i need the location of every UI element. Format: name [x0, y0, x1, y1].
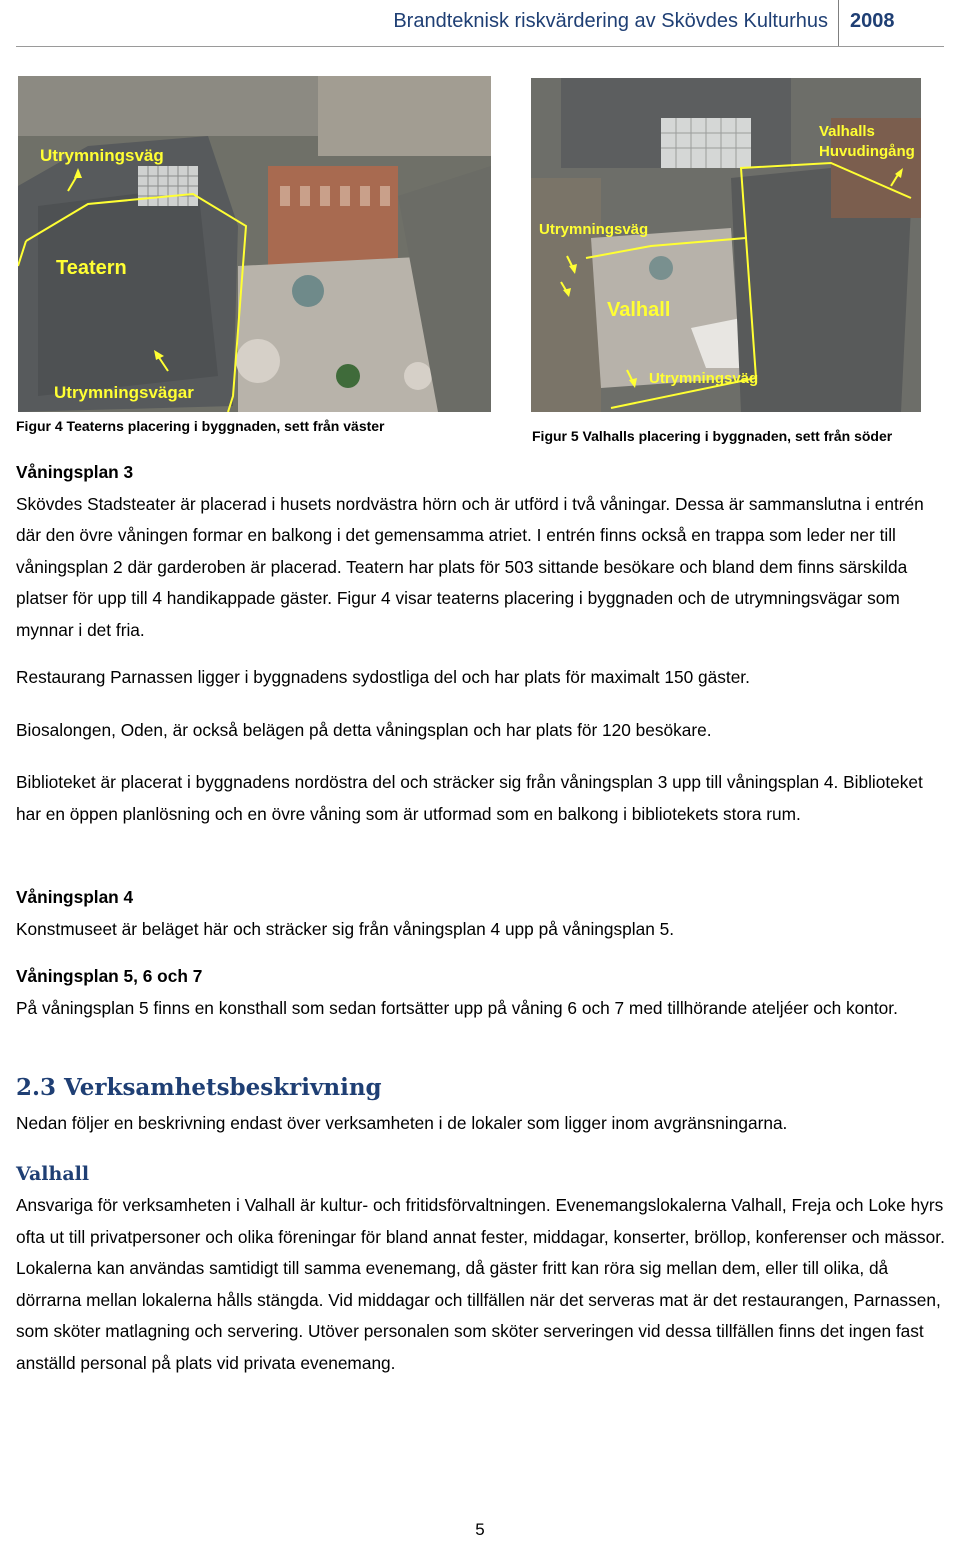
paragraph-konstmuseet: Konstmuseet är beläget här och sträcker sig från våningsplan 4 upp på våningsplan 5.: [16, 918, 675, 939]
paragraph-parnassen: Restaurang Parnassen ligger i byggnadens sydostliga del och har plats för maximalt 150 gäster.: [16, 667, 750, 687]
running-header-title: Brandteknisk riskvärdering av Skövdes Kulturhus: [393, 10, 828, 32]
label-teatern: Teatern: [56, 257, 127, 279]
label-utrymningsvag-top: Utrymningsväg: [40, 146, 164, 165]
heading-valhall: Valhall: [16, 1163, 90, 1185]
paragraph-biosalongen: Biosalongen, Oden, är också belägen på detta våningsplan och har plats för 120 besökare.: [16, 720, 712, 740]
figure-4-aerial-photo: [18, 76, 491, 412]
header-separator: [838, 0, 839, 46]
heading-vaningsplan-567: Våningsplan 5, 6 och 7: [16, 966, 203, 986]
paragraph-nedan-foljer: Nedan följer en beskrivning endast över verksamheten i de lokaler som ligger inom avgränsningarna.: [16, 1113, 788, 1133]
heading-vaningsplan-3: Våningsplan 3: [16, 462, 134, 482]
figure-4-caption: Figur 4 Teaterns placering i byggnaden, sett från väster: [16, 418, 385, 434]
running-header-year: 2008: [850, 10, 895, 32]
section-vaningsplan-3: [16, 457, 946, 646]
paragraph-stadsteater: Skövdes Stadsteater är placerad i husets nordvästra hörn och är utförd i två våningar. Dessa är sammanslutna i entrén där den övre våningen formar en balkong i det gemensamma atriet. I entrén finns också en trappa som leder ner till våningsplan 2 där garderoben är placerad. Teatern har plats för 503 sittande besökare och bland dem finns särskilda platser för upp till 4 handikappade gäster. Figur 4 visar teaterns placering i byggnaden och de utrymningsvägar som mynnar i det fria.: [16, 493, 924, 640]
paragraph-konsthall: På våningsplan 5 finns en konsthall som sedan fortsätter upp på våning 6 och 7 med tillhörande ateljéer och kontor.: [16, 997, 898, 1018]
paragraph-valhall: Ansvariga för verksamheten i Valhall är kultur- och fritidsförvaltningen. Evenemangslokalerna Valhall, Freja och Loke hyrs ofta ut till privatpersoner och olika föreningar för bland annat fester, middagar, konserter, bröllop, konferenser och mässor. Lokalerna kan användas samtidigt till samma evenemang, då gäster fritt kan röra sig mellan dem, eller till olika, då dörrarna mellan lokalerna hålls stängda. Vid middagar och tillfällen när det serveras mat är det restaurangen, Parnassen, som sköter matlagning och servering. Utöver personalen som sköter serveringen vid dessa tillfällen finns det ingen fast anställd personal på plats vid privata evenemang.: [16, 1195, 945, 1373]
label-utrymningsvagar-bottom: Utrymningsvägar: [54, 383, 194, 402]
heading-verksamhetsbeskrivning: 2.3 Verksamhetsbeskrivning: [16, 1074, 382, 1101]
heading-vaningsplan-4: Våningsplan 4: [16, 887, 134, 907]
figure-5-caption: Figur 5 Valhalls placering i byggnaden, sett från söder: [532, 428, 893, 444]
label-valhall: Valhall: [607, 299, 671, 321]
label-utrymningsvag-bottom: Utrymningsväg: [649, 370, 759, 387]
label-valhalls: Valhalls: [819, 123, 875, 140]
page-number: 5: [475, 1520, 485, 1539]
label-huvudingang: Huvudingång: [819, 143, 915, 160]
paragraph-biblioteket: Biblioteket är placerat i byggnadens nordöstra del och sträcker sig från våningsplan 3 upp till våningsplan 4. Biblioteket har en öppen planlösning och en övre våning som är utformad som en balkong i bibliotekets stora rum.: [16, 772, 923, 824]
section-vaningsplan-567: [16, 961, 946, 1024]
section-vaningsplan-4: [16, 882, 946, 945]
header-rule: [16, 46, 944, 47]
label-utrymningsvag-left: Utrymningsväg: [539, 221, 649, 238]
figure-5-aerial-photo: [531, 78, 921, 412]
